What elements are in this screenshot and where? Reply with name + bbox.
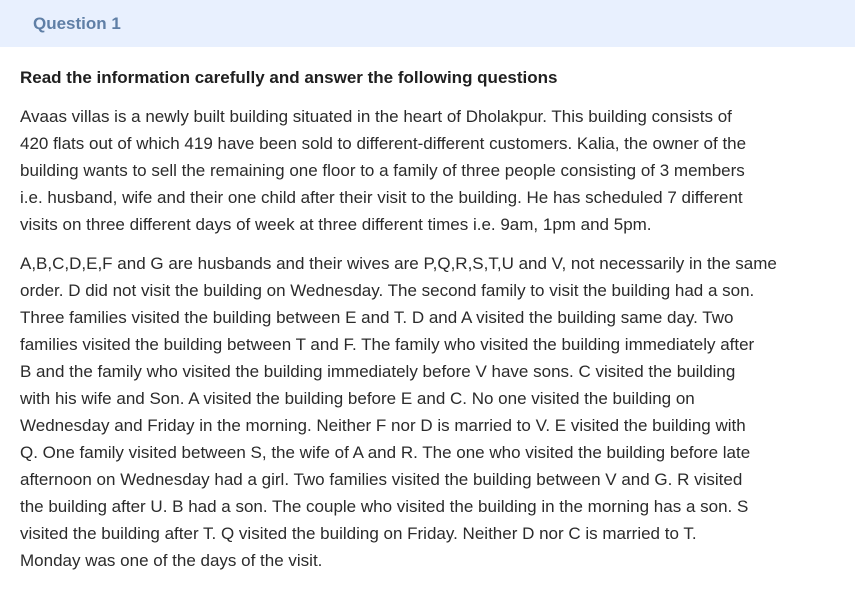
passage-line: with his wife and Son. A visited the building before E and C. No one visited the building on	[20, 389, 695, 408]
passage-line: building wants to sell the remaining one floor to a family of three people consisting of 3 members	[20, 161, 745, 180]
passage-line: Avaas villas is a newly built building situated in the heart of Dholakpur. This building consists of	[20, 107, 732, 126]
passage-line: Three families visited the building between E and T. D and A visited the building same day. Two	[20, 308, 734, 327]
passage-line: visits on three different days of week at three different times i.e. 9am, 1pm and 5pm.	[20, 215, 652, 234]
question-header	[0, 0, 855, 47]
passage-line: the building after U. B had a son. The couple who visited the building in the morning has a son. S	[20, 497, 749, 516]
passage-line: Q. One family visited between S, the wife of A and R. The one who visited the building before late	[20, 443, 751, 462]
passage-paragraph-2	[20, 250, 835, 574]
passage-line: families visited the building between T and F. The family who visited the building immediately after	[20, 335, 755, 354]
passage-line: afternoon on Wednesday had a girl. Two families visited the building between V and G. R visited	[20, 470, 743, 489]
passage-line: i.e. husband, wife and their one child after their visit to the building. He has scheduled 7 different	[20, 188, 743, 207]
question-instruction: Read the information carefully and answer the following questions	[20, 68, 558, 87]
passage-line: visited the building after T. Q visited the building on Friday. Neither D nor C is married to T.	[20, 524, 697, 543]
passage-paragraph-1	[20, 103, 835, 238]
passage-line: 420 flats out of which 419 have been sold to different-different customers. Kalia, the owner of the	[20, 134, 747, 153]
question-title: Question 1	[33, 13, 121, 33]
passage-line: B and the family who visited the building immediately before V have sons. C visited the building	[20, 362, 736, 381]
passage-line: A,B,C,D,E,F and G are husbands and their wives are P,Q,R,S,T,U and V, not necessarily in the same	[20, 254, 777, 273]
passage-line: order. D did not visit the building on Wednesday. The second family to visit the building had a son.	[20, 281, 755, 300]
passage-line: Wednesday and Friday in the morning. Neither F nor D is married to V. E visited the building with	[20, 416, 746, 435]
question-content	[0, 67, 855, 574]
passage-line: Monday was one of the days of the visit.	[20, 551, 323, 570]
